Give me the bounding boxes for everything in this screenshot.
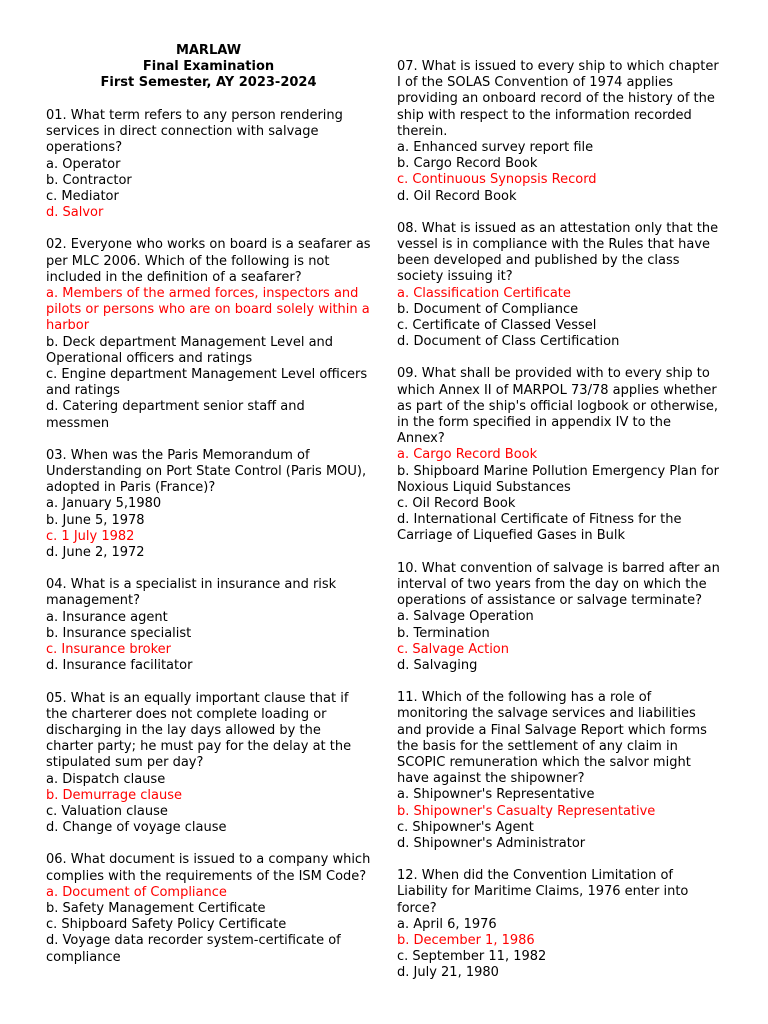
answer-option: c. Valuation clause xyxy=(46,803,168,819)
question-block xyxy=(397,868,722,981)
answer-option: b. Contractor xyxy=(46,172,132,188)
answer-option: b. Insurance specialist xyxy=(46,625,192,641)
question-block xyxy=(397,366,722,544)
question-text: 05. What is an equally important clause that if the charterer does not complete loading or discharging in the lay days allowed by the charter party; he must pay for the delay at the stipulated sum per day? xyxy=(46,690,352,771)
answer-option: d. Document of Class Certification xyxy=(397,334,620,350)
question-block xyxy=(397,561,722,674)
answer-option: c. Oil Record Book xyxy=(397,496,516,512)
answer-option: b. Termination xyxy=(397,625,490,641)
question-text: 11. Which of the following has a role of monitoring the salvage services and liabilities and provide a Final Salvage Report which forms the basis for the settlement of any claim in SCOPIC remuneration which the salvor might have against the shipowner? xyxy=(397,690,707,787)
course-title: MARLAW xyxy=(175,43,242,58)
exam-title: Final Examination xyxy=(142,59,275,75)
answer-option: d. Shipowner's Administrator xyxy=(397,835,586,851)
answer-option-correct: b. December 1, 1986 xyxy=(397,932,535,948)
answer-option: c. Shipboard Safety Policy Certificate xyxy=(46,917,287,933)
left-question-column xyxy=(46,108,371,982)
question-text: 02. Everyone who works on board is a seafarer as per MLC 2006. Which of the following is not included in the definition of a seafarer? xyxy=(46,237,371,285)
answer-option: a. Insurance agent xyxy=(46,609,168,625)
answer-option: d. Catering department senior staff and messmen xyxy=(46,399,305,431)
question-block xyxy=(46,237,371,431)
answer-option: a. Salvage Operation xyxy=(397,609,534,625)
answer-option-correct: c. 1 July 1982 xyxy=(46,528,135,544)
answer-option: c. September 11, 1982 xyxy=(397,949,547,965)
answer-option: c. Mediator xyxy=(46,189,119,205)
question-text: 04. What is a specialist in insurance and risk management? xyxy=(46,577,337,609)
answer-option: b. Cargo Record Book xyxy=(397,156,538,172)
question-text: 12. When did the Convention Limitation of Liability for Maritime Claims, 1976 enter into force? xyxy=(397,868,689,916)
answer-option: a. April 6, 1976 xyxy=(397,916,497,932)
question-block xyxy=(46,577,371,674)
answer-option: c. Certificate of Classed Vessel xyxy=(397,318,597,334)
answer-option-correct: a. Cargo Record Book xyxy=(397,447,538,463)
right-question-column xyxy=(397,59,722,998)
question-block xyxy=(46,852,371,965)
answer-option: d. July 21, 1980 xyxy=(397,965,499,981)
answer-option: a. Dispatch clause xyxy=(46,771,166,787)
answer-option-correct: b. Demurrage clause xyxy=(46,787,182,803)
answer-option: c. Engine department Management Level officers and ratings xyxy=(46,367,368,399)
answer-option: c. Shipowner's Agent xyxy=(397,819,534,835)
exam-term: First Semester, AY 2023-2024 xyxy=(100,75,317,91)
answer-option: b. Deck department Management Level and Operational officers and ratings xyxy=(46,334,334,366)
answer-option: d. June 2, 1972 xyxy=(46,545,145,561)
answer-option: a. Operator xyxy=(46,156,121,172)
answer-option: d. Salvaging xyxy=(397,657,478,673)
question-text: 03. When was the Paris Memorandum of Understanding on Port State Control (Paris MOU), adopted in Paris (France)? xyxy=(46,447,367,496)
answer-option-correct: d. Salvor xyxy=(46,205,104,221)
answer-option-correct: a. Document of Compliance xyxy=(46,884,227,900)
question-text: 07. What is issued to every ship to which chapter I of the SOLAS Convention of 1974 applies providing an onboard record of the history of the ship with respect to the information recorded therein. xyxy=(397,59,719,139)
question-block xyxy=(46,108,371,221)
answer-option-correct: c. Insurance broker xyxy=(46,642,171,658)
answer-option: b. Document of Compliance xyxy=(397,301,579,317)
exam-header xyxy=(46,43,371,92)
answer-option: a. January 5,1980 xyxy=(46,496,162,512)
answer-option: a. Enhanced survey report file xyxy=(397,140,594,156)
answer-option-correct: c. Continuous Synopsis Record xyxy=(397,172,597,188)
answer-option: b. June 5, 1978 xyxy=(46,512,145,528)
answer-option-correct: c. Salvage Action xyxy=(397,641,509,657)
answer-option: a. Shipowner's Representative xyxy=(397,787,595,803)
answer-option: d. International Certificate of Fitness for the Carriage of Liquefied Gases in Bulk xyxy=(397,512,682,544)
question-block xyxy=(397,221,722,351)
answer-option: d. Voyage data recorder system-certificate of compliance xyxy=(46,933,341,965)
answer-option-correct: a. Classification Certificate xyxy=(397,285,571,301)
answer-option: b. Shipboard Marine Pollution Emergency Plan for Noxious Liquid Substances xyxy=(397,463,719,495)
question-text: 01. What term refers to any person rendering services in direct connection with salvage operations? xyxy=(46,108,343,156)
question-block xyxy=(46,691,371,837)
answer-option: d. Oil Record Book xyxy=(397,188,517,204)
answer-option: d. Change of voyage clause xyxy=(46,820,227,836)
question-block xyxy=(397,59,722,205)
question-text: 08. What is issued as an attestation only that the vessel is in compliance with the Rules that have been developed and published by the class society issuing it? xyxy=(397,220,719,285)
question-text: 09. What shall be provided with to every ship to which Annex II of MARPOL 73/78 applies whether as part of the ship's official logbook or otherwise, in the form specified in appendix IV to the Annex? xyxy=(397,366,718,447)
answer-option-correct: a. Members of the armed forces, inspectors and pilots or persons who are on board solely within a harbor xyxy=(46,286,370,334)
answer-option: b. Safety Management Certificate xyxy=(46,900,266,916)
question-text: 10. What convention of salvage is barred after an interval of two years from the day on which the operations of assistance or salvage terminate? xyxy=(397,560,720,609)
question-block xyxy=(46,448,371,561)
question-block xyxy=(397,690,722,852)
answer-option-correct: b. Shipowner's Casualty Representative xyxy=(397,803,656,819)
answer-option: d. Insurance facilitator xyxy=(46,658,193,674)
question-text: 06. What document is issued to a company which complies with the requirements of the ISM Code? xyxy=(46,852,371,884)
